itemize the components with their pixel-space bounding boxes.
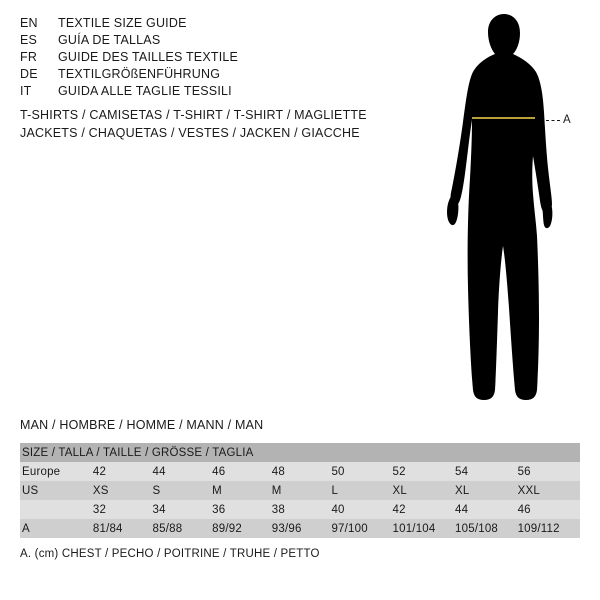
cell: M [272,481,332,500]
language-code: FR [20,50,38,64]
male-silhouette-icon [400,8,600,408]
language-title: TEXTILGRÖßENFÜHRUNG [58,67,221,81]
table-row [20,462,580,481]
language-row-es [20,33,400,50]
cell: 44 [455,500,518,519]
cell: 85/88 [153,519,213,538]
cell: 81/84 [93,519,153,538]
footnote: A. (cm) CHEST / PECHO / POITRINE / TRUHE / PETTO [20,548,320,560]
cell: 93/96 [272,519,332,538]
table-row [20,481,580,500]
language-title: TEXTILE SIZE GUIDE [58,16,187,30]
table-header-label: SIZE / TALLA / TAILLE / GRÖSSE / TAGLIA [20,443,580,462]
garment-category-list [20,108,420,144]
language-row-it [20,84,400,101]
table-row [20,500,580,519]
cell: 105/108 [455,519,518,538]
language-code: IT [20,84,32,98]
language-row-de [20,67,400,84]
row-label [20,500,93,519]
cell: M [212,481,272,500]
row-label: A [20,519,93,538]
table-header-row [20,443,580,462]
language-code: EN [20,16,38,30]
cell: 44 [153,462,213,481]
cell: 101/104 [393,519,456,538]
size-table [20,443,580,538]
cell: 46 [212,462,272,481]
language-title: GUIDE DES TAILLES TEXTILE [58,50,239,64]
body-figure [400,8,600,408]
language-code: ES [20,33,38,47]
language-list [20,16,400,101]
measure-marker-label: A [563,114,571,126]
garment-category-tshirts: T-SHIRTS / CAMISETAS / T-SHIRT / T-SHIRT / MAGLIETTE [20,108,367,122]
cell: 36 [212,500,272,519]
cell: 40 [331,500,392,519]
cell: L [331,481,392,500]
cell: 48 [272,462,332,481]
cell: 56 [518,462,580,481]
cell: 97/100 [331,519,392,538]
row-label: US [20,481,93,500]
cell: XS [93,481,153,500]
cell: 38 [272,500,332,519]
table-title: MAN / HOMBRE / HOMME / MANN / MAN [20,418,264,432]
garment-category-jackets: JACKETS / CHAQUETAS / VESTES / JACKEN / GIACCHE [20,126,360,140]
cell: 50 [331,462,392,481]
table-row [20,519,580,538]
language-code: DE [20,67,38,81]
cell: 109/112 [518,519,580,538]
cell: 54 [455,462,518,481]
cell: XXL [518,481,580,500]
cell: S [153,481,213,500]
language-row-fr [20,50,400,67]
language-title: GUIDA ALLE TAGLIE TESSILI [58,84,232,98]
cell: 42 [93,462,153,481]
cell: 32 [93,500,153,519]
language-title: GUÍA DE TALLAS [58,33,161,47]
cell: XL [393,481,456,500]
cell: 52 [393,462,456,481]
cell: 46 [518,500,580,519]
cell: 34 [153,500,213,519]
cell: XL [455,481,518,500]
measure-dash-line [546,120,560,122]
language-row-en [20,16,400,33]
cell: 89/92 [212,519,272,538]
cell: 42 [393,500,456,519]
row-label: Europe [20,462,93,481]
